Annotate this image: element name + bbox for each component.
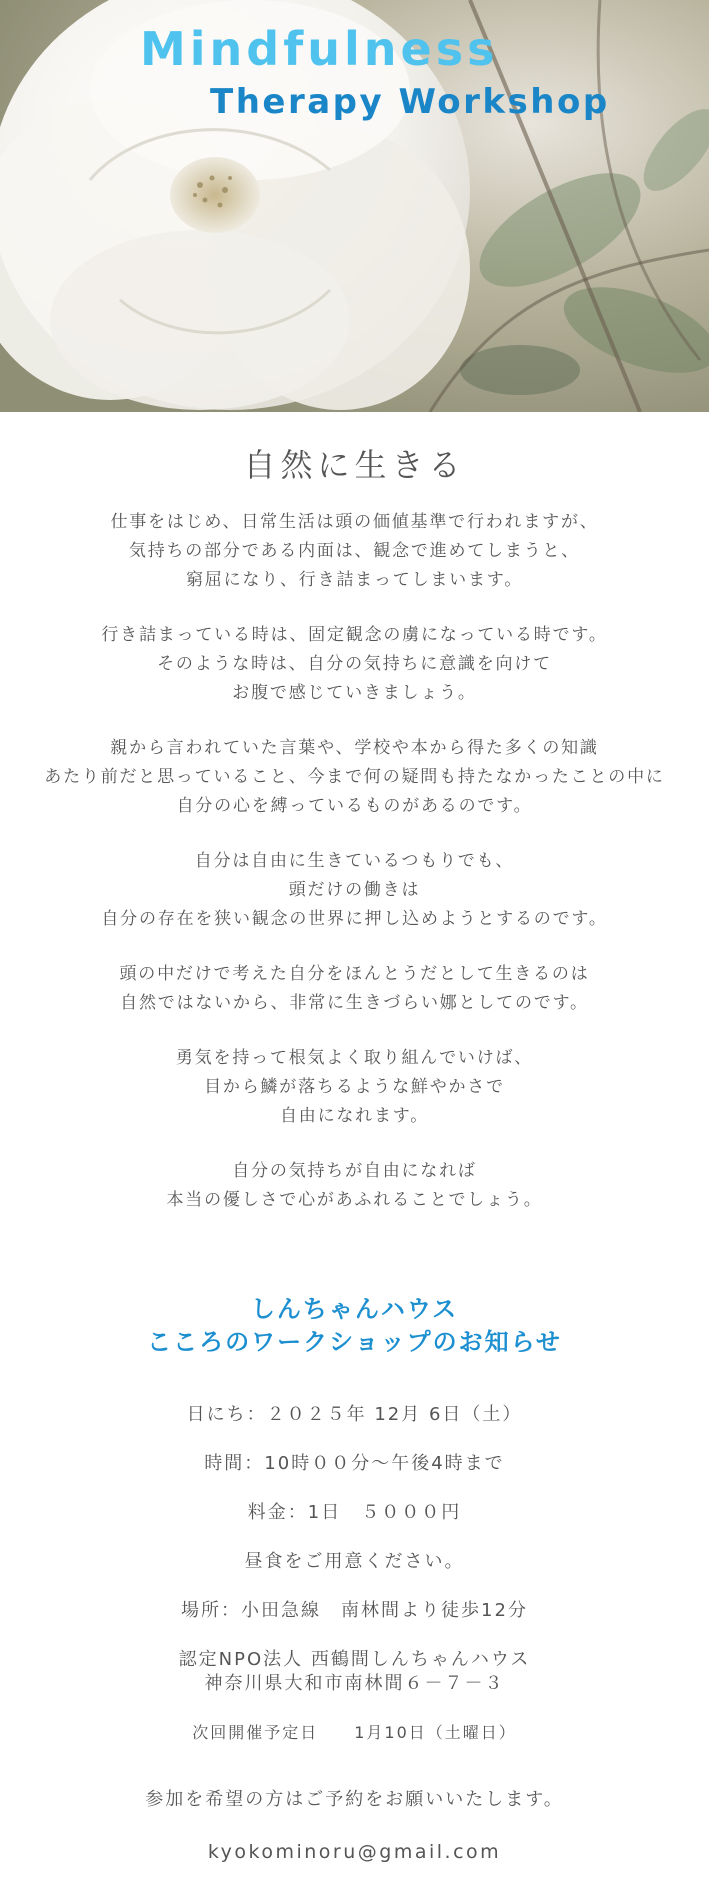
- section-heading: 自然に生きる: [243, 446, 466, 484]
- paragraph: [0, 1044, 709, 1131]
- paragraph-line: 目から鱗が落ちるような鮮やかさで: [204, 1077, 505, 1097]
- info-fee: 料金：1日 ５０００円: [247, 1502, 462, 1523]
- info-lunch: 昼食をご用意ください。: [244, 1551, 465, 1572]
- reservation-note: 参加を希望の方はご予約をお願いいたします。: [145, 1789, 564, 1810]
- paragraph-line: あたり前だと思っていること、今まで何の疑問も持たなかったことの中に: [44, 767, 665, 787]
- paragraph-line: 勇気を持って根気よく取り組んでいけば、: [175, 1048, 534, 1068]
- paragraph-line: 頭だけの働きは: [288, 880, 421, 900]
- paragraph-line: 自分の気持ちが自由になれば: [232, 1161, 477, 1181]
- paragraph-line: 自由になれます。: [279, 1106, 430, 1126]
- paragraph-line: 頭の中だけで考えた自分をほんとうだとして生きるのは: [119, 964, 590, 984]
- notice-line-1: しんちゃんハウス: [250, 1295, 459, 1323]
- notice-line-2: こころのワークショップのお知らせ: [147, 1328, 562, 1356]
- paragraph-line: お腹で感じていきましょう。: [232, 683, 477, 703]
- paragraph: [0, 621, 709, 708]
- paragraph-line: 自分は自由に生きているつもりでも、: [194, 851, 515, 871]
- paragraph: [0, 847, 709, 934]
- paragraph-line: 自分の存在を狭い観念の世界に押し込めようとするのです。: [101, 909, 608, 929]
- paragraph-line: 自分の心を縛っているものがあるのです。: [176, 796, 533, 816]
- paragraph-line: 親から言われていた言葉や、学校や本から得た多くの知識: [110, 738, 599, 758]
- main-content: [0, 440, 709, 1863]
- paragraph: [0, 508, 709, 595]
- info-next-date: 次回開催予定日 1月10日（土曜日）: [192, 1723, 517, 1742]
- info-address-block: [0, 1648, 709, 1696]
- info-address: 神奈川県大和市南林間６－７－３: [204, 1673, 505, 1694]
- info-date: 日にち：２０２５年 12月 6日（土）: [186, 1404, 523, 1425]
- paragraph-line: 行き詰まっている時は、固定観念の虜になっている時です。: [101, 625, 608, 645]
- paragraph-line: 窮屈になり、行き詰まってしまいます。: [185, 570, 524, 590]
- workshop-notice-title: [0, 1293, 709, 1359]
- hero-title: Mindfulness: [140, 22, 499, 76]
- workshop-info: [0, 1403, 709, 1745]
- info-place: 場所：小田急線 南林間より徒歩12分: [181, 1600, 528, 1621]
- info-time: 時間：10時００分～午後4時まで: [204, 1453, 505, 1474]
- info-organization: 認定NPO法人 西鶴間しんちゃんハウス: [178, 1649, 531, 1670]
- paragraph: [0, 1157, 709, 1215]
- hero-banner: [0, 0, 709, 412]
- paragraph-line: 仕事をはじめ、日常生活は頭の価値基準で行われますが、: [110, 512, 599, 532]
- paragraph-line: 本当の優しさで心があふれることでしょう。: [166, 1190, 543, 1210]
- hero-subtitle: Therapy Workshop: [210, 82, 610, 122]
- paragraph-line: 気持ちの部分である内面は、観念で進めてしまうと、: [128, 541, 581, 561]
- paragraph: [0, 960, 709, 1018]
- contact-email[interactable]: kyokominoru@gmail.com: [207, 1841, 502, 1863]
- paragraph: [0, 734, 709, 821]
- paragraph-line: 自然ではないから、非常に生きづらい娜としてのです。: [120, 993, 589, 1013]
- paragraph-line: そのような時は、自分の気持ちに意識を向けて: [157, 654, 552, 674]
